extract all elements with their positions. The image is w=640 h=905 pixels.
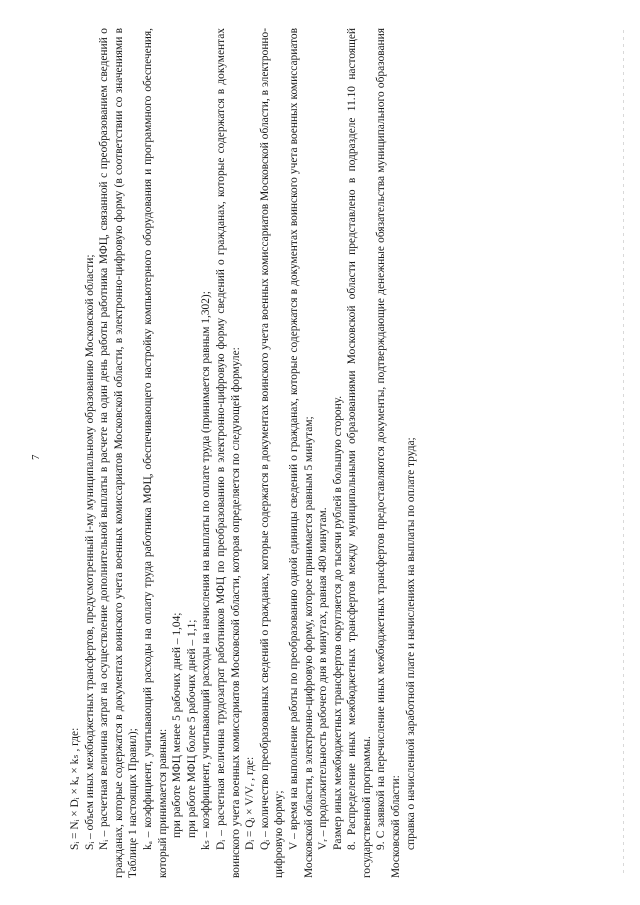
paragraph: Dᵢ = Qᵢ × V/Vᵣ , где: bbox=[244, 756, 257, 850]
paragraph: Vᵣ – продолжительность рабочего дня в минутах, равная 480 минутам. bbox=[317, 507, 330, 850]
paragraph: Qᵢ – количество преобразованных сведений о гражданах, которые содержатся в документах воинского учета военных комиссариатов Московской области, в электронно-цифровую форму; bbox=[258, 28, 286, 878]
paragraph: V – время на выполнение работы по преобразованию одной единицы сведений о гражданах, которые содержатся в документах воинского учета военных комиссариатов Московской области, в электронно-цифровую форму, которое принимается равным 5 минутам; bbox=[287, 28, 315, 878]
paragraph: Nᵢ – расчетная величина затрат на осуществление дополнительной выплаты в расчете на один день работы работника МФЦ, связанной с преобразованием сведений о гражданах, которые содержатся в документах воинского учета военных комиссариатов Московской области, в электронно-цифровую форму (в соответствии со значениями в Таблице 1 настоящих Правил); bbox=[98, 28, 140, 878]
paragraph: Sᵢ = Nᵢ × Dᵢ × kₐ × kₛ , где: bbox=[69, 727, 81, 850]
paragraph: Размер иных межбюджетных трансфертов округляется до тысячи рублей в большую сторону. bbox=[331, 395, 344, 850]
paragraph: при работе МФЦ менее 5 рабочих дней – 1,04; bbox=[171, 612, 184, 838]
paragraph: 8. Распределение иных межбюджетных трансфертов между муниципальными образованиями Московской области представлено в подразделе 11.10 настоящей государственной программы. bbox=[346, 28, 373, 878]
paragraph: при работе МФЦ более 5 рабочих дней – 1,1; bbox=[185, 619, 198, 838]
paragraph: kₐ – коэффициент, учитывающий расходы на оплату труда работника МФЦ, обеспечивающего настройку компьютерного оборудования и программного обеспечения, который принимается равным: bbox=[141, 28, 169, 878]
page-number: 7 bbox=[30, 454, 42, 460]
document-body bbox=[68, 28, 588, 878]
paragraph: Sᵢ – объем иных межбюджетных трансфертов, предусмотренный i-му муниципальному образованию Московской области; bbox=[83, 254, 96, 850]
paragraph: справка о начисленной заработной плате и начислениях на выплаты по оплате труда; bbox=[404, 437, 417, 850]
paragraph: Dᵢ – расчетная величина трудозатрат работников МФЦ по преобразованию в электронно-цифровую форму сведений о гражданах, которые содержатся в документах воинского учета военных комиссариатов Московской области, которая определяется по следующей формуле: bbox=[214, 28, 242, 878]
paragraph: 9. С заявкой на перечисление иных межбюджетных трансфертов предоставляются документы, подтверждающие денежные обязательства муниципального образования Московской области: bbox=[375, 28, 403, 878]
scan-edge-line bbox=[623, 30, 624, 875]
paragraph: kₛ – коэффициент, учитывающий расходы на начисления на выплаты по оплате труда (принимается равным 1,302); bbox=[200, 291, 213, 850]
